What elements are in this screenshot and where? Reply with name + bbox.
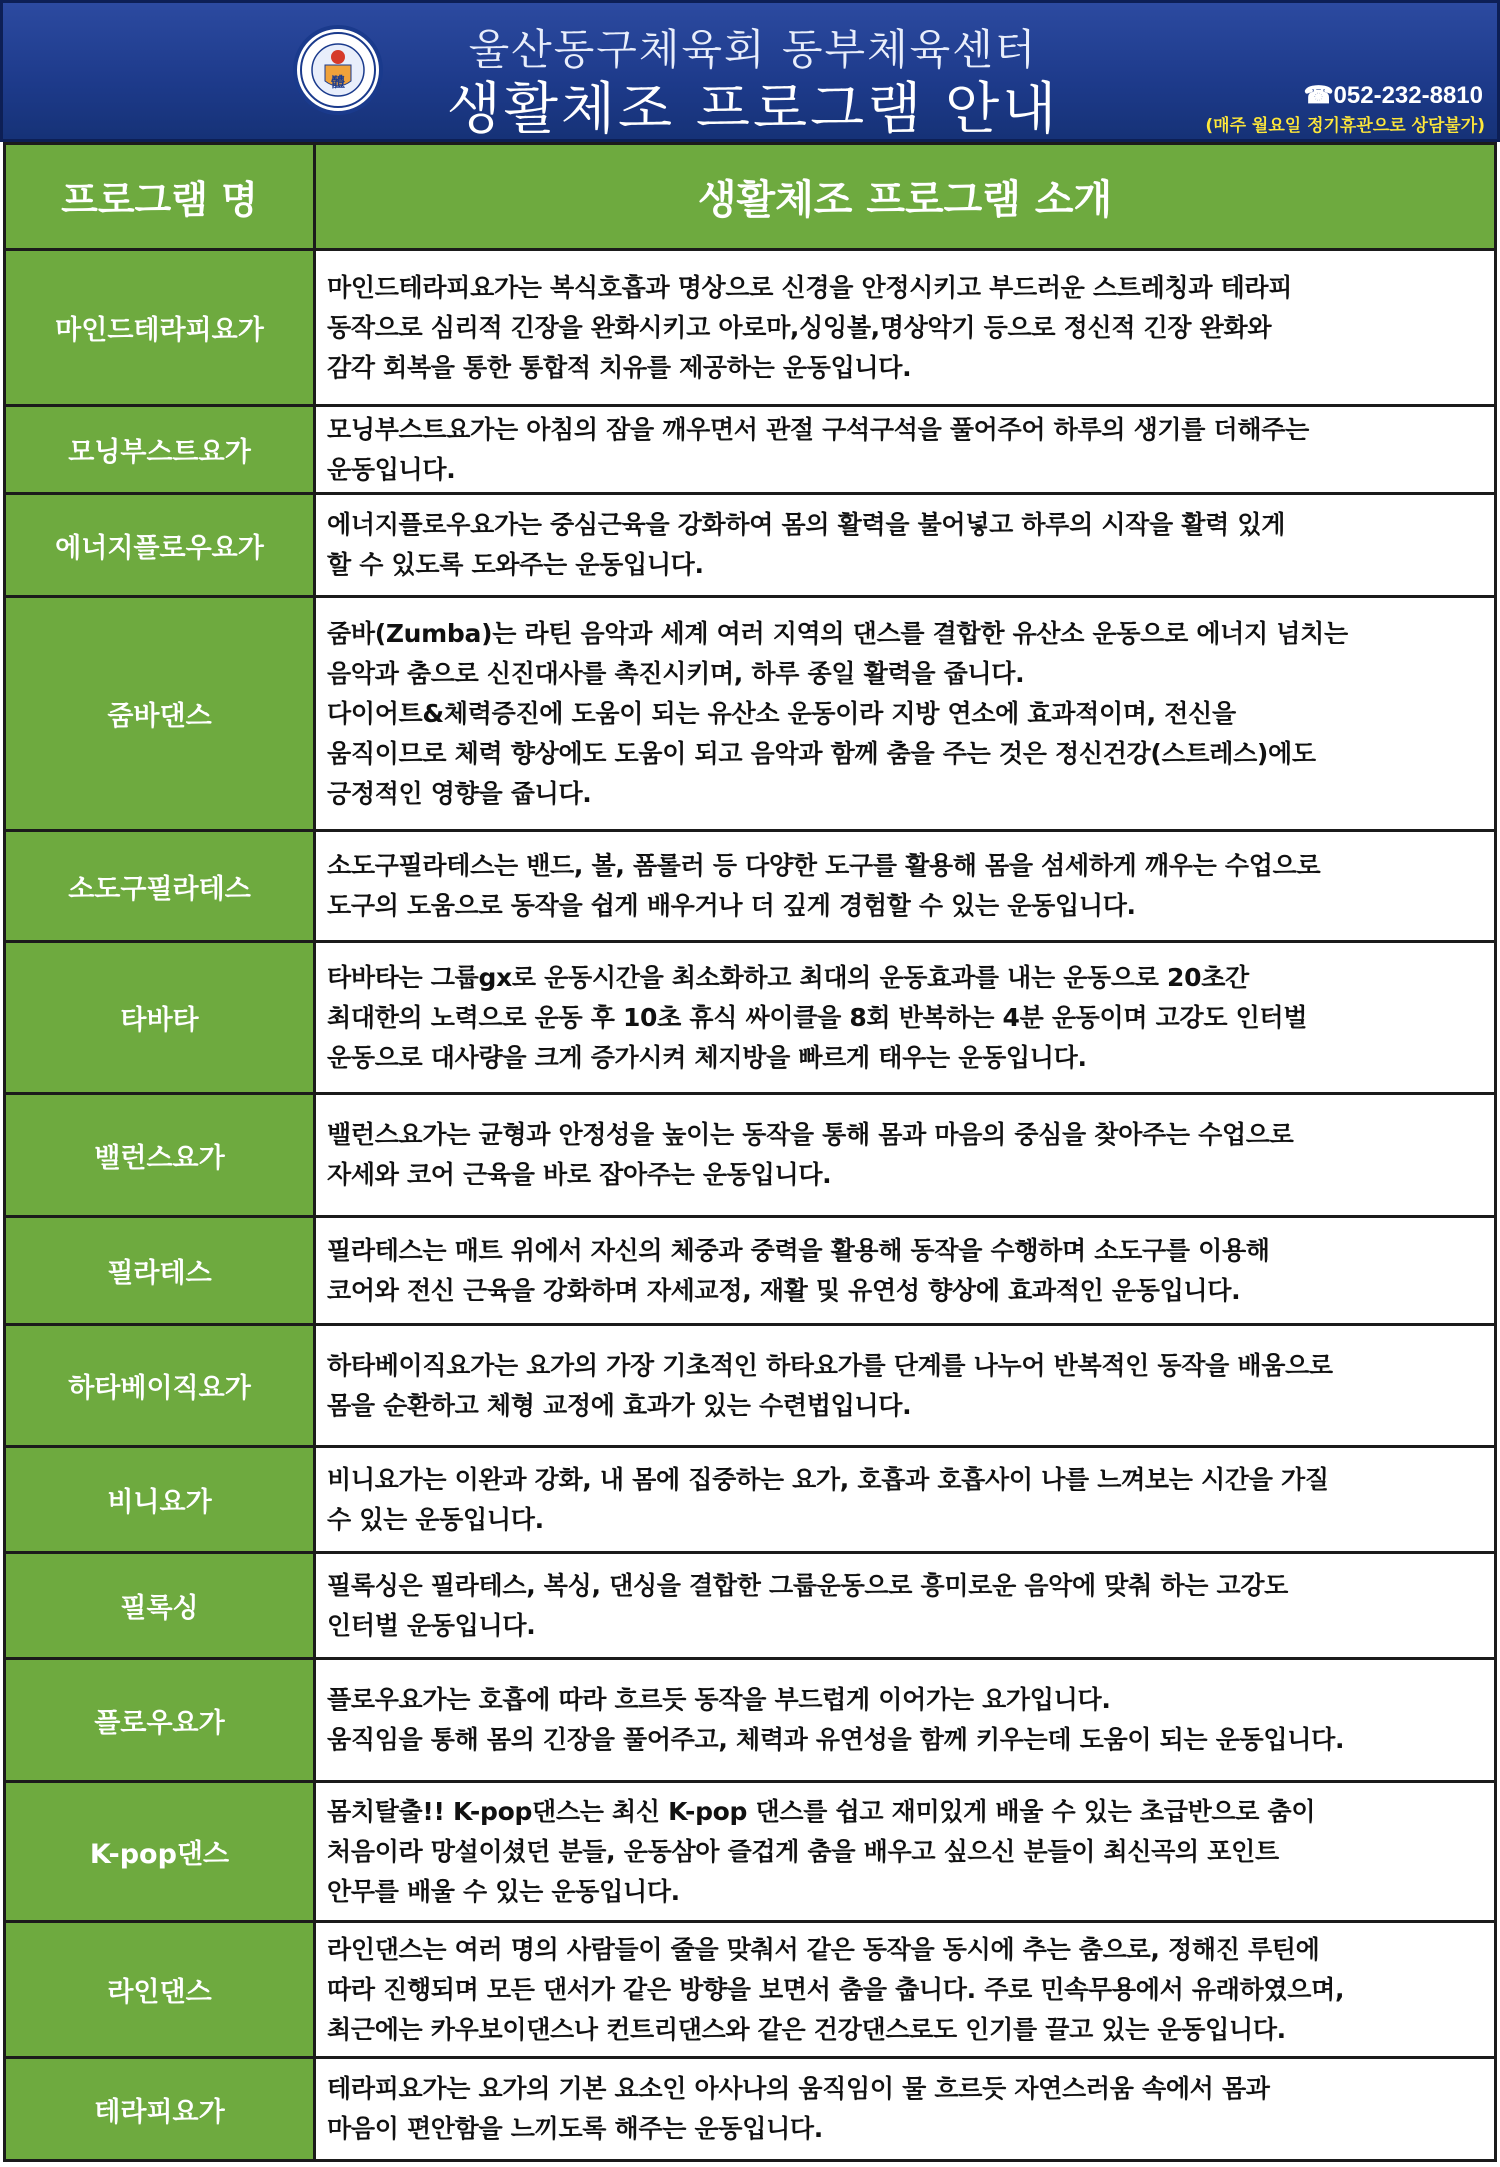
program-description [316, 943, 1494, 1092]
table-row [6, 492, 1494, 595]
program-name: 타바타 [6, 943, 316, 1092]
table-row [6, 1092, 1494, 1215]
program-description [316, 2059, 1494, 2159]
program-name: 소도구필라테스 [6, 832, 316, 940]
description-line: 코어와 전신 근육을 강화하며 자세교정, 재활 및 유연성 향상에 효과적인 운동입니다. [327, 1275, 1241, 1305]
page-title: 생활체조 프로그램 안내 [446, 77, 1060, 142]
description-line: 모닝부스트요가는 아침의 잠을 깨우면서 관절 구석구석을 풀어주어 하루의 생기를 더해주는 [327, 414, 1309, 444]
description-line: 줌바(Zumba)는 라틴 음악과 세계 여러 지역의 댄스를 결합한 유산소 운동으로 에너지 넘치는 [327, 618, 1348, 648]
table-row [6, 595, 1494, 829]
description-line: 라인댄스는 여러 명의 사람들이 줄을 맞춰서 같은 동작을 동시에 추는 춤으로, 정해진 루틴에 [327, 1934, 1320, 1964]
description-line: 인터벌 운동입니다. [327, 1610, 536, 1640]
description-line: 운동으로 대사량을 크게 증가시켜 체지방을 빠르게 태우는 운동입니다. [327, 1042, 1087, 1072]
description-line: 운동입니다. [327, 454, 456, 484]
program-name: K-pop댄스 [6, 1783, 316, 1920]
table-row [6, 404, 1494, 492]
table-row [6, 2056, 1494, 2162]
page-header [0, 0, 1500, 142]
description-line: 최대한의 노력으로 운동 후 10초 휴식 싸이클을 8회 반복하는 4분 운동이며 고강도 인터벌 [327, 1002, 1308, 1032]
description-line: 필록싱은 필라테스, 복싱, 댄싱을 결합한 그룹운동으로 흥미로운 음악에 맞춰 하는 고강도 [327, 1570, 1289, 1600]
table-row [6, 1657, 1494, 1780]
program-name: 필라테스 [6, 1218, 316, 1323]
program-table [3, 142, 1497, 2162]
description-line: 플로우요가는 호흡에 따라 흐르듯 동작을 부드럽게 이어가는 요가입니다. [327, 1685, 1111, 1714]
description-line: 감각 회복을 통한 통합적 치유를 제공하는 운동입니다. [327, 352, 912, 382]
program-description [316, 1923, 1494, 2056]
description-line: 음악과 춤으로 신진대사를 촉진시키며, 하루 종일 활력을 줍니다. [327, 658, 1025, 688]
program-description [316, 1783, 1494, 1920]
table-row [6, 248, 1494, 404]
description-line: 마음이 편안함을 느끼도록 해주는 운동입니다. [327, 2114, 823, 2143]
closure-notice: (매주 월요일 정기휴관으로 상담불가) [1205, 116, 1485, 136]
program-description [316, 1448, 1494, 1551]
description-line: 테라피요가는 요가의 기본 요소인 아사나의 움직임이 물 흐르듯 자연스러움 속에서 몸과 [327, 2074, 1270, 2103]
organization-title: 울산동구체육회 동부체육센터 [468, 25, 1038, 74]
program-name: 필록싱 [6, 1554, 316, 1657]
program-name: 비니요가 [6, 1448, 316, 1551]
description-line: 도구의 도움으로 동작을 쉽게 배우거나 더 깊게 경험할 수 있는 운동입니다. [327, 891, 1136, 920]
program-description [316, 598, 1494, 829]
program-description [316, 1660, 1494, 1780]
description-line: 동작으로 심리적 긴장을 완화시키고 아로마,싱잉볼,명상악기 등으로 정신적 긴장 완화와 [327, 312, 1272, 342]
description-line: 몸치탈출!! K-pop댄스는 최신 K-pop 댄스를 쉽고 재미있게 배울 수 있는 초급반으로 춤이 [327, 1796, 1316, 1826]
program-description [316, 1095, 1494, 1215]
description-line: 안무를 배울 수 있는 운동입니다. [327, 1876, 680, 1906]
table-row [6, 1780, 1494, 1920]
program-name: 라인댄스 [6, 1923, 316, 2056]
description-line: 밸런스요가는 균형과 안정성을 높이는 동작을 통해 몸과 마음의 중심을 찾아주는 수업으로 [327, 1120, 1294, 1149]
description-line: 마인드테라피요가는 복식호흡과 명상으로 신경을 안정시키고 부드러운 스트레칭과 테라피 [327, 272, 1293, 302]
description-line: 움직임을 통해 몸의 긴장을 풀어주고, 체력과 유연성을 함께 키우는데 도움이 되는 운동입니다. [327, 1725, 1345, 1754]
description-line: 할 수 있도록 도와주는 운동입니다. [327, 550, 704, 579]
description-line: 최근에는 카우보이댄스나 컨트리댄스와 같은 건강댄스로도 인기를 끌고 있는 운동입니다. [327, 2014, 1286, 2044]
description-line: 필라테스는 매트 위에서 자신의 체중과 중력을 활용해 동작을 수행하며 소도구를 이용해 [327, 1235, 1270, 1265]
program-description [316, 251, 1494, 404]
table-row [6, 940, 1494, 1092]
column-header-program-name: 프로그램 명 [6, 145, 316, 248]
description-line: 다이어트&체력증진에 도움이 되는 유산소 운동이라 지방 연소에 효과적이며, 전신을 [327, 698, 1236, 728]
program-name: 마인드테라피요가 [6, 251, 316, 404]
table-row [6, 1445, 1494, 1551]
program-description [316, 495, 1494, 595]
column-header-program-description: 생활체조 프로그램 소개 [316, 145, 1494, 248]
description-line: 처음이라 망설이셨던 분들, 운동삼아 즐겁게 춤을 배우고 싶으신 분들이 최신곡의 포인트 [327, 1836, 1279, 1866]
table-row [6, 829, 1494, 940]
description-line: 에너지플로우요가는 중심근육을 강화하여 몸의 활력을 불어넣고 하루의 시작을 활력 있게 [327, 510, 1286, 539]
program-name: 줌바댄스 [6, 598, 316, 829]
description-line: 소도구필라테스는 밴드, 볼, 폼롤러 등 다양한 도구를 활용해 몸을 섬세하게 깨우는 수업으로 [327, 851, 1321, 880]
table-row [6, 1551, 1494, 1657]
program-description [316, 832, 1494, 940]
table-row [6, 1920, 1494, 2056]
description-line: 따라 진행되며 모든 댄서가 같은 방향을 보면서 춤을 춥니다. 주로 민속무용에서 유래하였으며, [327, 1974, 1345, 2004]
description-line: 움직이므로 체력 향상에도 도움이 되고 음악과 함께 춤을 주는 것은 정신건강(스트레스)에도 [327, 738, 1316, 768]
program-name: 테라피요가 [6, 2059, 316, 2159]
description-line: 긍정적인 영향을 줍니다. [327, 778, 592, 808]
description-line: 몸을 순환하고 체형 교정에 효과가 있는 수련법입니다. [327, 1390, 912, 1420]
program-name: 모닝부스트요가 [6, 407, 316, 492]
phone-number: ☎052-232-8810 [1303, 82, 1483, 109]
description-line: 자세와 코어 근육을 바로 잡아주는 운동입니다. [327, 1160, 832, 1189]
table-header-row [6, 142, 1494, 248]
program-description [316, 1326, 1494, 1445]
program-description [316, 1554, 1494, 1657]
program-name: 에너지플로우요가 [6, 495, 316, 595]
description-line: 수 있는 운동입니다. [327, 1504, 544, 1534]
program-name: 하타베이직요가 [6, 1326, 316, 1445]
logo-center-glyph: 體 [331, 75, 345, 91]
program-description [316, 1218, 1494, 1323]
program-name: 밸런스요가 [6, 1095, 316, 1215]
description-line: 하타베이직요가는 요가의 가장 기초적인 하타요가를 단계를 나누어 반복적인 동작을 배움으로 [327, 1350, 1333, 1380]
program-name: 플로우요가 [6, 1660, 316, 1780]
description-line: 비니요가는 이완과 강화, 내 몸에 집중하는 요가, 호흡과 호흡사이 나를 느껴보는 시간을 가질 [327, 1464, 1329, 1494]
program-description [316, 407, 1494, 492]
table-row [6, 1215, 1494, 1323]
table-row [6, 1323, 1494, 1445]
description-line: 타바타는 그룹gx로 운동시간을 최소화하고 최대의 운동효과를 내는 운동으로 20초간 [327, 962, 1249, 992]
